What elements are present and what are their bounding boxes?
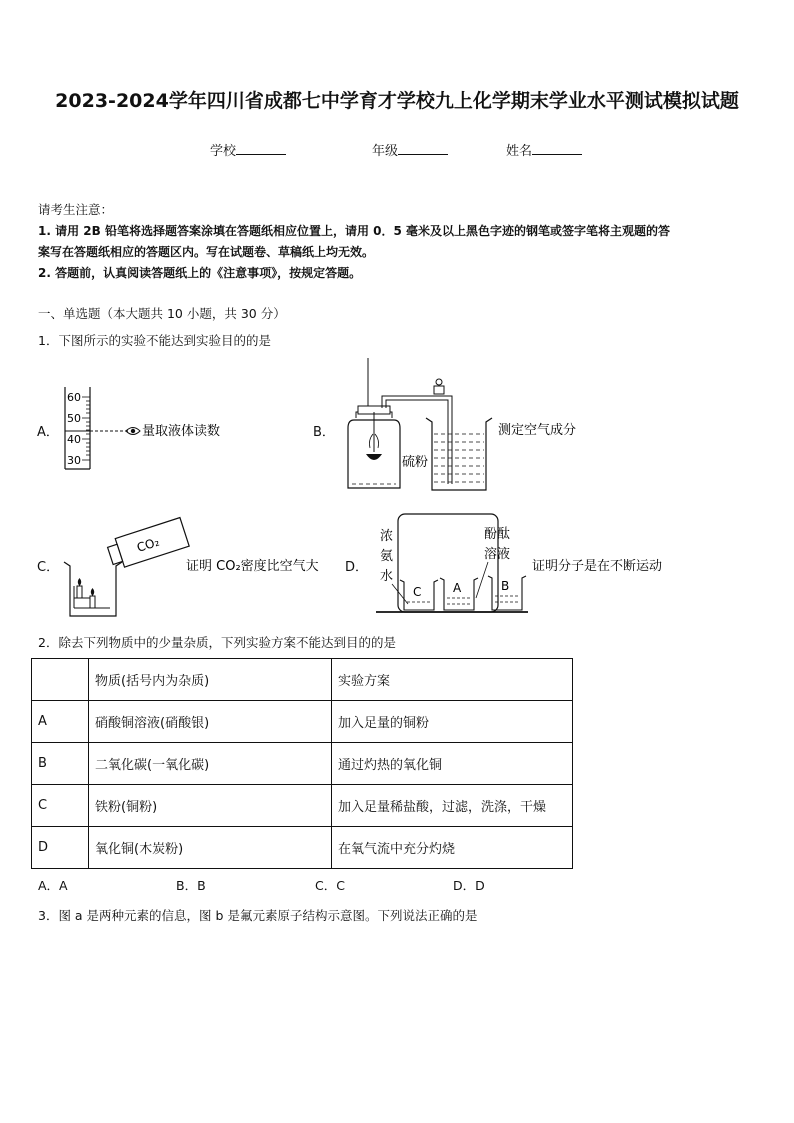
- option-c-caption: 证明 CO₂密度比空气大: [186, 559, 319, 574]
- option-d-caption: 证明分子是在不断运动: [532, 559, 663, 574]
- grade-field: 年级: [372, 140, 448, 159]
- tick-label: 40: [67, 433, 81, 446]
- ammonia-label: 水: [380, 569, 394, 584]
- ammonia-label: 氨: [380, 549, 394, 564]
- beaker-b-label: B: [501, 579, 510, 593]
- page-title: 2023-2024学年四川省成都七中学育才学校九上化学期末学业水平测试模拟试题: [55, 90, 739, 112]
- table-cell: 加入足量的铜粉: [332, 701, 573, 743]
- question-3-stem: 3．图 a 是两种元素的信息，图 b 是氟元素原子结构示意图。下列说法正确的是: [38, 908, 478, 923]
- tick-label: 60: [67, 391, 81, 404]
- tick-label: 30: [67, 454, 81, 467]
- option-c-letter: C．: [37, 560, 60, 575]
- q2-option-a[interactable]: A．A: [38, 878, 68, 893]
- table-cell: D: [32, 827, 89, 869]
- tick-label: 50: [67, 412, 81, 425]
- school-field: 学校: [210, 140, 286, 159]
- section-heading: 一、单选题（本大题共 10 小题，共 30 分）: [38, 306, 286, 321]
- name-blank: [532, 141, 582, 155]
- table-row: [32, 827, 573, 869]
- table-header-cell: 实验方案: [332, 659, 573, 701]
- grade-blank: [398, 141, 448, 155]
- notice-heading: 请考生注意：: [38, 202, 114, 217]
- cylinder-diagram: [60, 385, 240, 475]
- option-a-letter: A．: [37, 425, 59, 440]
- option-d-letter: D．: [345, 560, 369, 575]
- sulfur-label: 硫粉: [402, 455, 429, 470]
- co2-candles-experiment: [60, 512, 340, 624]
- option-b-letter: B．: [313, 425, 335, 440]
- table-cell: 加入足量稀盐酸，过滤，洗涤，干燥: [332, 785, 573, 827]
- school-blank: [236, 141, 286, 155]
- table-cell: 通过灼热的氧化铜: [332, 743, 573, 785]
- notice-line-1a: 1. 请用 2B 铅笔将选择题答案涂填在答题纸相应位置上，请用 0．5 毫米及以上黑色字迹的钢笔或签字笔将主观题的答: [38, 224, 670, 238]
- molecular-motion-experiment: [372, 508, 692, 620]
- option-b-caption: 测定空气成分: [498, 423, 577, 438]
- table-cell: 在氧气流中充分灼烧: [332, 827, 573, 869]
- air-composition-apparatus: [340, 356, 600, 496]
- table-cell: 二氧化碳(一氧化碳): [89, 743, 332, 785]
- notice-line-1b: 案写在答题纸相应的答题区内。写在试题卷、草稿纸上均无效。: [38, 245, 375, 259]
- table-cell: 氧化铜(木炭粉): [89, 827, 332, 869]
- option-a-caption: 量取液体读数: [142, 424, 221, 439]
- notice-line-2: 2. 答题前，认真阅读答题纸上的《注意事项》，按规定答题。: [38, 266, 362, 280]
- table-row: [32, 785, 573, 827]
- beaker-c-label: C: [413, 585, 422, 599]
- eye-icon: [126, 428, 140, 435]
- beaker-a-label: A: [453, 581, 462, 595]
- table-cell: C: [32, 785, 89, 827]
- table-cell: 硝酸铜溶液(硝酸银): [89, 701, 332, 743]
- co2-bottle-label: CO₂: [135, 534, 161, 555]
- table-cell: B: [32, 743, 89, 785]
- question-2-stem: 2．除去下列物质中的少量杂质，下列实验方案不能达到目的的是: [38, 635, 396, 650]
- phenolphthalein-label: 溶液: [484, 547, 511, 562]
- phenolphthalein-label: 酚酞: [484, 527, 511, 542]
- table-header-row: [32, 659, 573, 701]
- q2-option-c[interactable]: C．C: [315, 878, 345, 893]
- table-header-cell: 物质(括号内为杂质): [89, 659, 332, 701]
- table-header-cell: [32, 659, 89, 701]
- q2-option-d[interactable]: D．D: [453, 878, 485, 893]
- question-1-stem: 1．下图所示的实验不能达到实验目的的是: [38, 333, 271, 348]
- table-cell: 铁粉(铜粉): [89, 785, 332, 827]
- table-row: [32, 743, 573, 785]
- table-row: [32, 701, 573, 743]
- table-cell: A: [32, 701, 89, 743]
- q2-option-b[interactable]: B．B: [176, 878, 206, 893]
- name-field: 姓名: [506, 140, 582, 159]
- q2-table: [31, 658, 573, 869]
- ammonia-label: 浓: [380, 529, 394, 544]
